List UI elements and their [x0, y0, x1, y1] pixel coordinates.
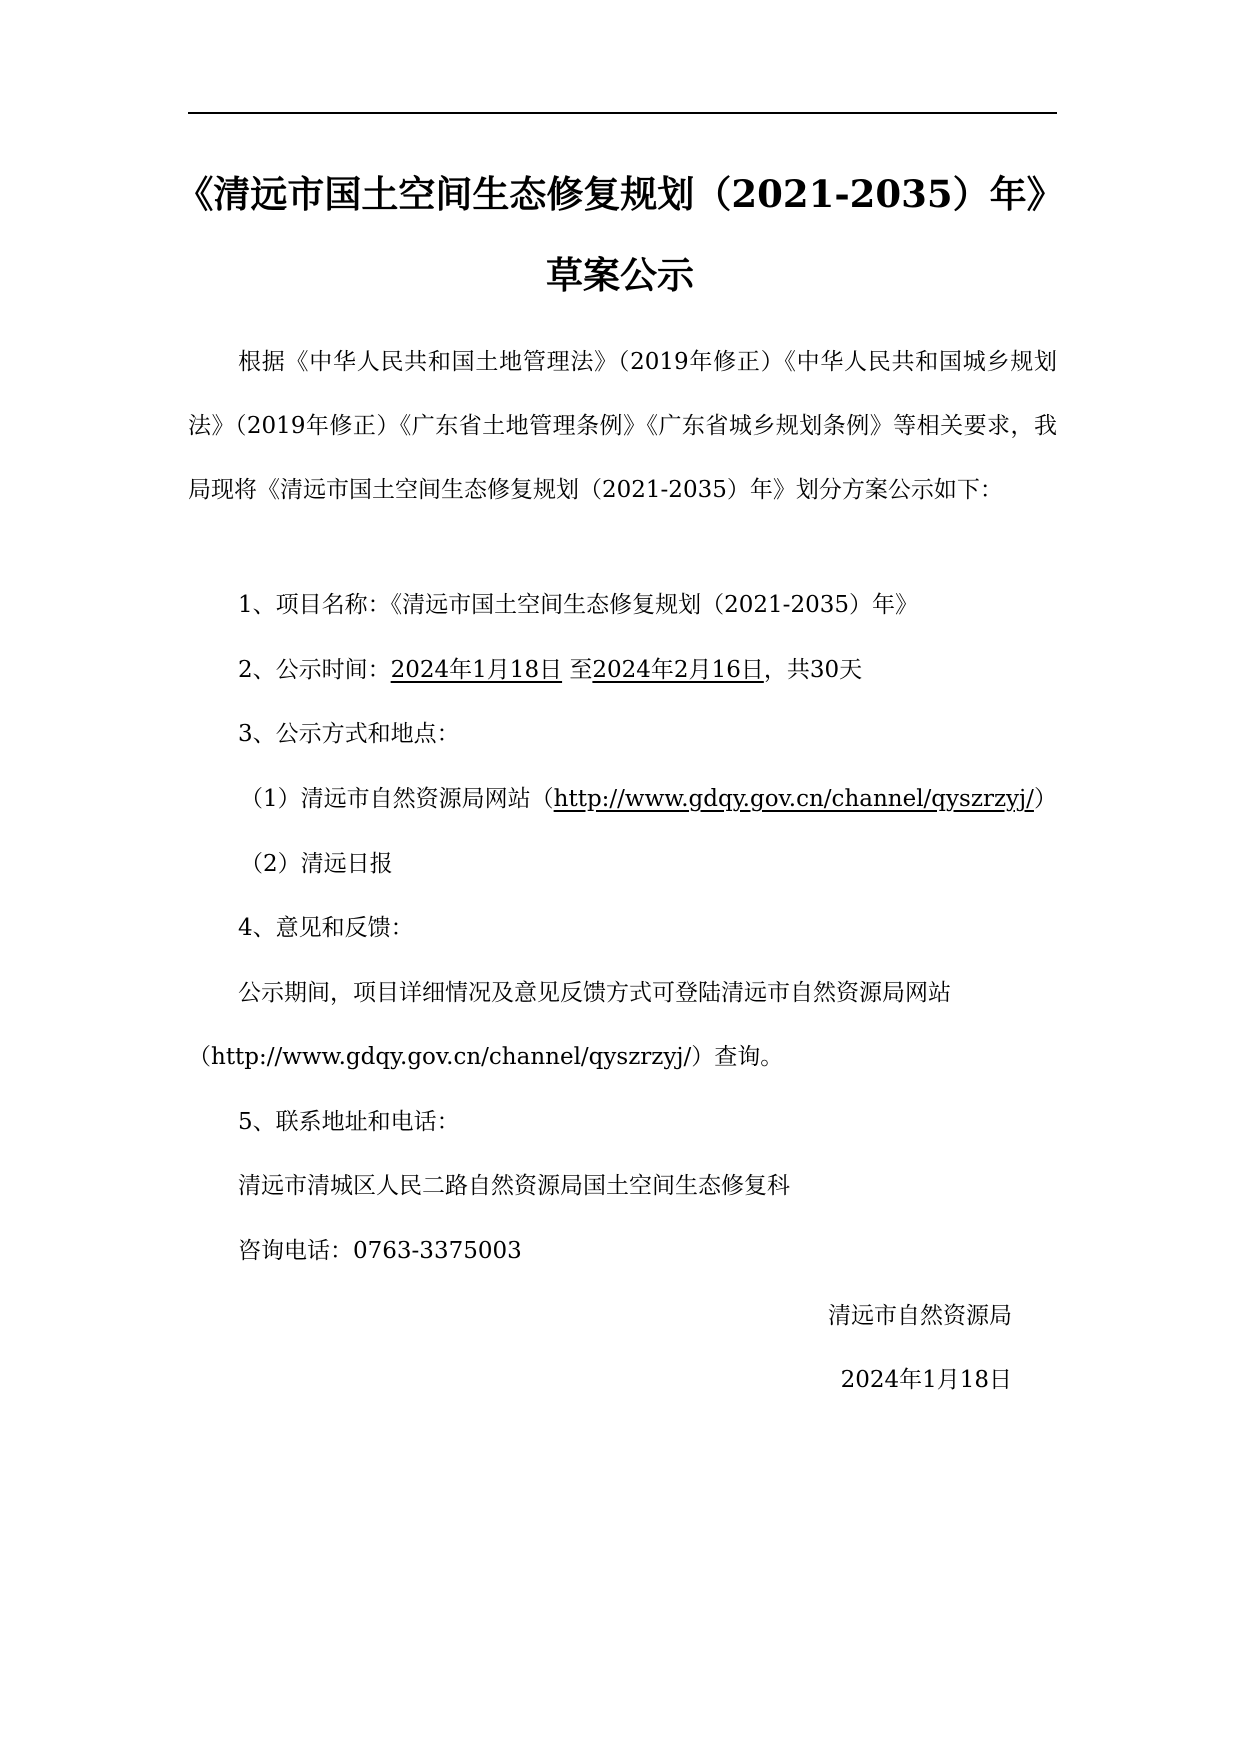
item-project-name: 1、项目名称：《清远市国土空间生态修复规划（2021-2035）年》	[238, 592, 918, 618]
website-link[interactable]: http://www.gdqy.gov.cn/channel/qyszrzyj/	[553, 786, 1034, 812]
item-newspaper: （2）清远日报	[240, 851, 393, 877]
notice-period-suffix: ，共30天	[763, 657, 863, 683]
contact-phone: 咨询电话：0763-3375003	[238, 1238, 522, 1264]
website-suffix: ）	[1033, 786, 1057, 812]
item-notice-period	[238, 654, 862, 686]
item-feedback-heading: 4、意见和反馈：	[238, 915, 414, 941]
notice-end-date: 2024年2月16日	[592, 657, 764, 683]
header-rule	[188, 112, 1057, 114]
item-notice-method: 3、公示方式和地点：	[238, 721, 460, 747]
contact-address: 清远市清城区人民二路自然资源局国土空间生态修复科	[238, 1173, 790, 1199]
signature-organization: 清远市自然资源局	[828, 1303, 1012, 1329]
notice-start-date: 2024年1月18日	[390, 657, 563, 683]
item-contact-heading: 5、联系地址和电话：	[238, 1109, 460, 1135]
item-website	[240, 783, 1057, 815]
document-title: 《清远市国土空间生态修复规划（2021-2035）年》	[176, 172, 1064, 216]
notice-period-label: 2、公示时间：	[238, 657, 391, 683]
feedback-line-2: （http://www.gdqy.gov.cn/channel/qyszrzyj/）查询。	[188, 1044, 784, 1070]
feedback-line-1: 公示期间，项目详细情况及意见反馈方式可登陆清远市自然资源局网站	[238, 980, 951, 1006]
notice-period-to: 至	[569, 657, 593, 683]
signature-date: 2024年1月18日	[840, 1367, 1012, 1393]
document-subtitle: 草案公示	[546, 253, 694, 297]
website-prefix: （1）清远市自然资源局网站（	[240, 786, 554, 812]
intro-paragraph: 根据《中华人民共和国土地管理法》（2019年修正）《中华人民共和国城乡规划法》（2019年修正）《广东省土地管理条例》《广东省城乡规划条例》等相关要求，我局现将《清远市国土空间生态修复规划（2021-2035）年》划分方案公示如下：	[188, 349, 1057, 503]
